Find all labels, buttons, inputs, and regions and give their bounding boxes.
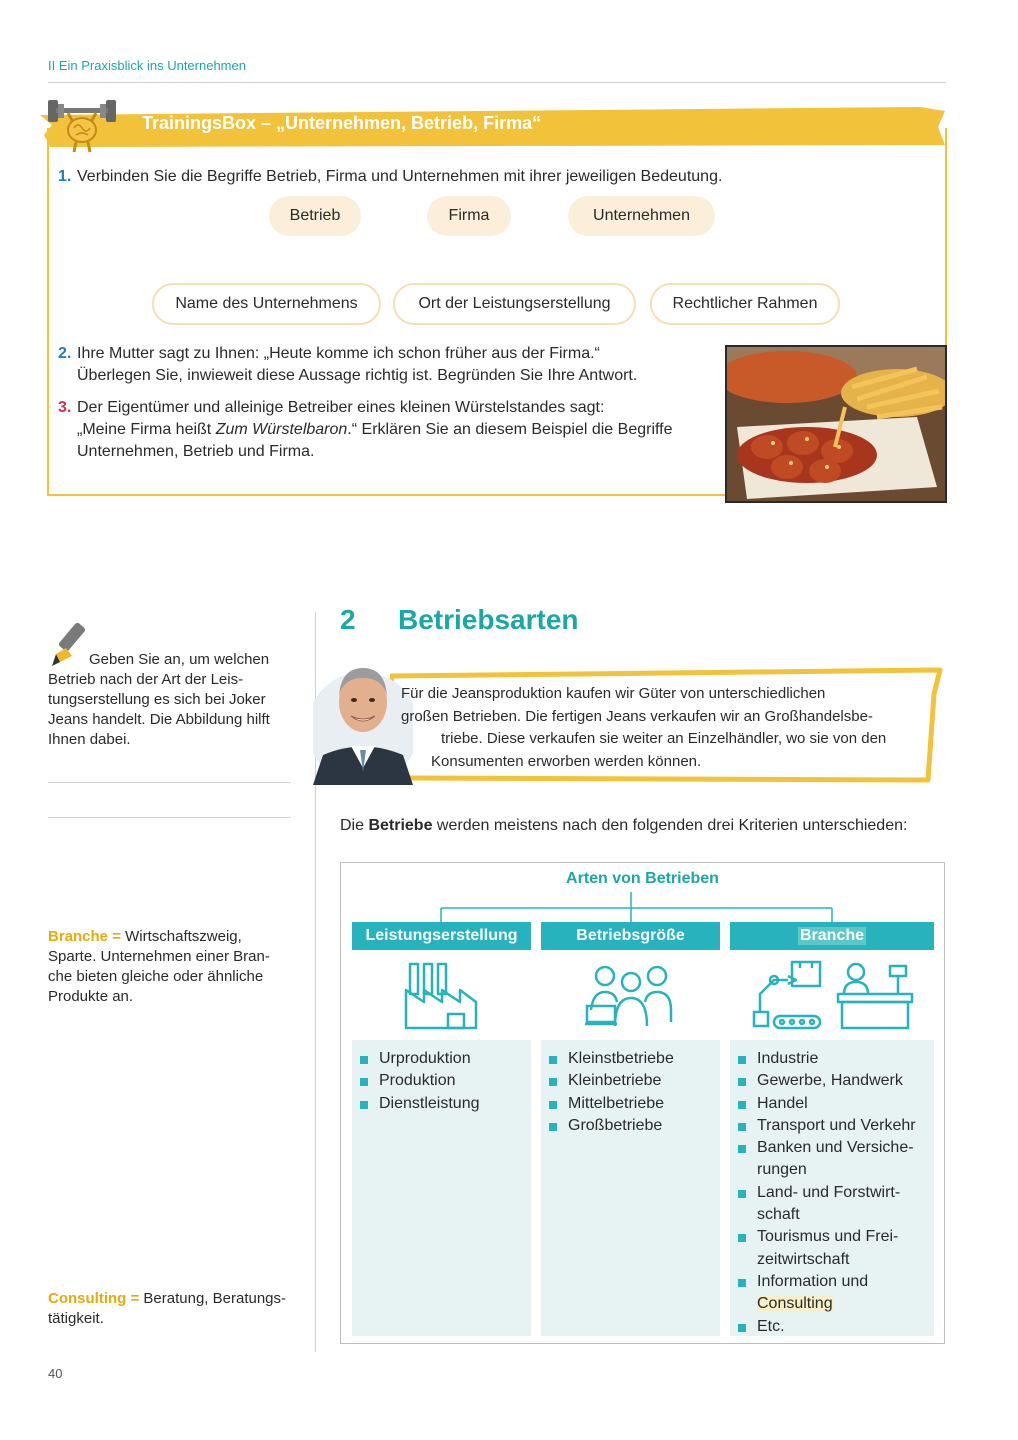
task-1 [58,166,938,188]
training-box-title: TrainingsBox – „Unternehmen, Betrieb, Firma“ [142,113,542,133]
header-rule [48,82,946,83]
answer-line-2[interactable] [48,817,291,818]
column-header-branche: Branche [730,922,934,950]
task-1-text: Verbinden Sie die Begriffe Betrieb, Firma und Unternehmen mit ihrer jeweiligen Bedeutung. [77,168,723,185]
industry-trade-icon [750,958,916,1032]
task-3-number: 3. [58,399,72,416]
answer-line-1[interactable] [48,782,291,783]
sidebar-task-line-4: Jeans handelt. Die Abbildung hilft [48,711,270,728]
intro-bold-term: Betriebe [368,817,433,834]
list-item: Gewerbe, Handwerk [738,1070,934,1092]
list-item: Dienstleistung [360,1093,531,1115]
list-item: Information und Consulting [738,1271,934,1316]
column-leistungserstellung [352,1040,531,1336]
column-branche [730,1040,934,1336]
glossary-branche: Branche = Wirtschaftszweig, Sparte. Unternehmen einer Bran- che bieten gleiche oder ähnliche Produkte an. [48,928,270,1005]
meaning-name-des-unternehmens[interactable]: Name des Unternehmens [152,283,381,325]
list-item: Großbetriebe [549,1115,720,1137]
column-betriebsgroesse [541,1040,720,1336]
list-item: Kleinbetriebe [549,1070,720,1092]
task-3-line-2: „Meine Firma heißt Zum Würstelbaron.“ Erklären Sie an diesem Beispiel die Begriffe [77,421,673,438]
diagram-connector-lines [340,890,945,924]
list-item: Tourismus und Frei- zeitwirtschaft [738,1226,934,1271]
page-number: 40 [48,1366,63,1381]
task-3 [58,397,718,463]
meaning-rechtlicher-rahmen[interactable]: Rechtlicher Rahmen [650,283,840,325]
intro-sentence: Die Betriebe werden meistens nach den folgenden drei Kriterien unterschieden: [340,817,908,834]
term-unternehmen[interactable]: Unternehmen [568,196,715,236]
list-item: Land- und Forstwirt- schaft [738,1182,934,1227]
column-header-betriebsgroesse: Betriebsgröße [541,922,720,950]
list-leistungserstellung [352,1040,531,1115]
task-3-line-3: Unternehmen, Betrieb und Firma. [77,443,315,460]
sidebar-task-line-2: Betrieb nach der Art der Leis- [48,671,244,688]
glossary-term-branche: Branche = [48,928,121,945]
list-item: Handel [738,1093,934,1115]
list-item: Banken und Versiche- rungen [738,1137,934,1182]
currywurst-photo [725,345,947,503]
glossary-term-consulting: Consulting = [48,1290,140,1307]
task-2-line-1: Ihre Mutter sagt zu Ihnen: „Heute komme ich schon früher aus der Firma.“ [77,345,600,362]
list-item: Kleinstbetriebe [549,1048,720,1070]
task-3-line-1: Der Eigentümer und alleinige Betreiber eines kleinen Würstelstandes sagt: [77,399,605,416]
list-branche [730,1040,934,1338]
chapter-header: II Ein Praxisblick ins Unternehmen [48,58,246,73]
businessman-portrait [313,650,413,785]
list-betriebsgroesse [541,1040,720,1137]
section-title: Betriebsarten [398,604,579,635]
term-betrieb[interactable]: Betrieb [269,196,361,236]
list-item: Produktion [360,1070,531,1092]
brain-weightlifter-icon [46,94,118,154]
sidebar-task-line-5: Ihnen dabei. [48,731,131,748]
quote-text: Für die Jeansproduktion kaufen wir Güter von unterschiedlichen großen Betrieben. Die fertigen Jeans verkaufen wir an Großhandelsbe- triebe. Diese verkaufen sie weiter an Einzelhändler, wo sie von den Konsumenten erworben werden können. [401,685,887,770]
highlighted-consulting: Consulting [757,1295,833,1313]
sidebar-task-line-1: Geben Sie an, um welchen [89,651,270,668]
sidebar-task [48,650,298,750]
diagram-title: Arten von Betrieben [566,870,719,887]
meaning-ort-der-leistungserstellung[interactable]: Ort der Leistungserstellung [393,283,636,325]
section-number: 2 [340,604,356,635]
people-group-icon [585,962,677,1028]
sidebar-task-line-3: tungserstellung es sich bei Joker [48,691,266,708]
list-item: Mittelbetriebe [549,1093,720,1115]
task-2-line-2: Überlegen Sie, inwieweit diese Aussage richtig ist. Begründen Sie Ihre Antwort. [77,367,638,384]
task-1-number: 1. [58,168,72,185]
column-header-leistungserstellung: Leistungserstellung [352,922,531,950]
term-firma[interactable]: Firma [427,196,511,236]
glossary-consulting: Consulting = Beratung, Beratungs- tätigkeit. [48,1290,287,1327]
task-2-number: 2. [58,345,72,362]
list-item: Etc. [738,1316,934,1338]
factory-icon [402,958,480,1030]
list-item: Transport und Verkehr [738,1115,934,1137]
list-item: Urproduktion [360,1048,531,1070]
list-item: Industrie [738,1048,934,1070]
task-2 [58,343,718,387]
